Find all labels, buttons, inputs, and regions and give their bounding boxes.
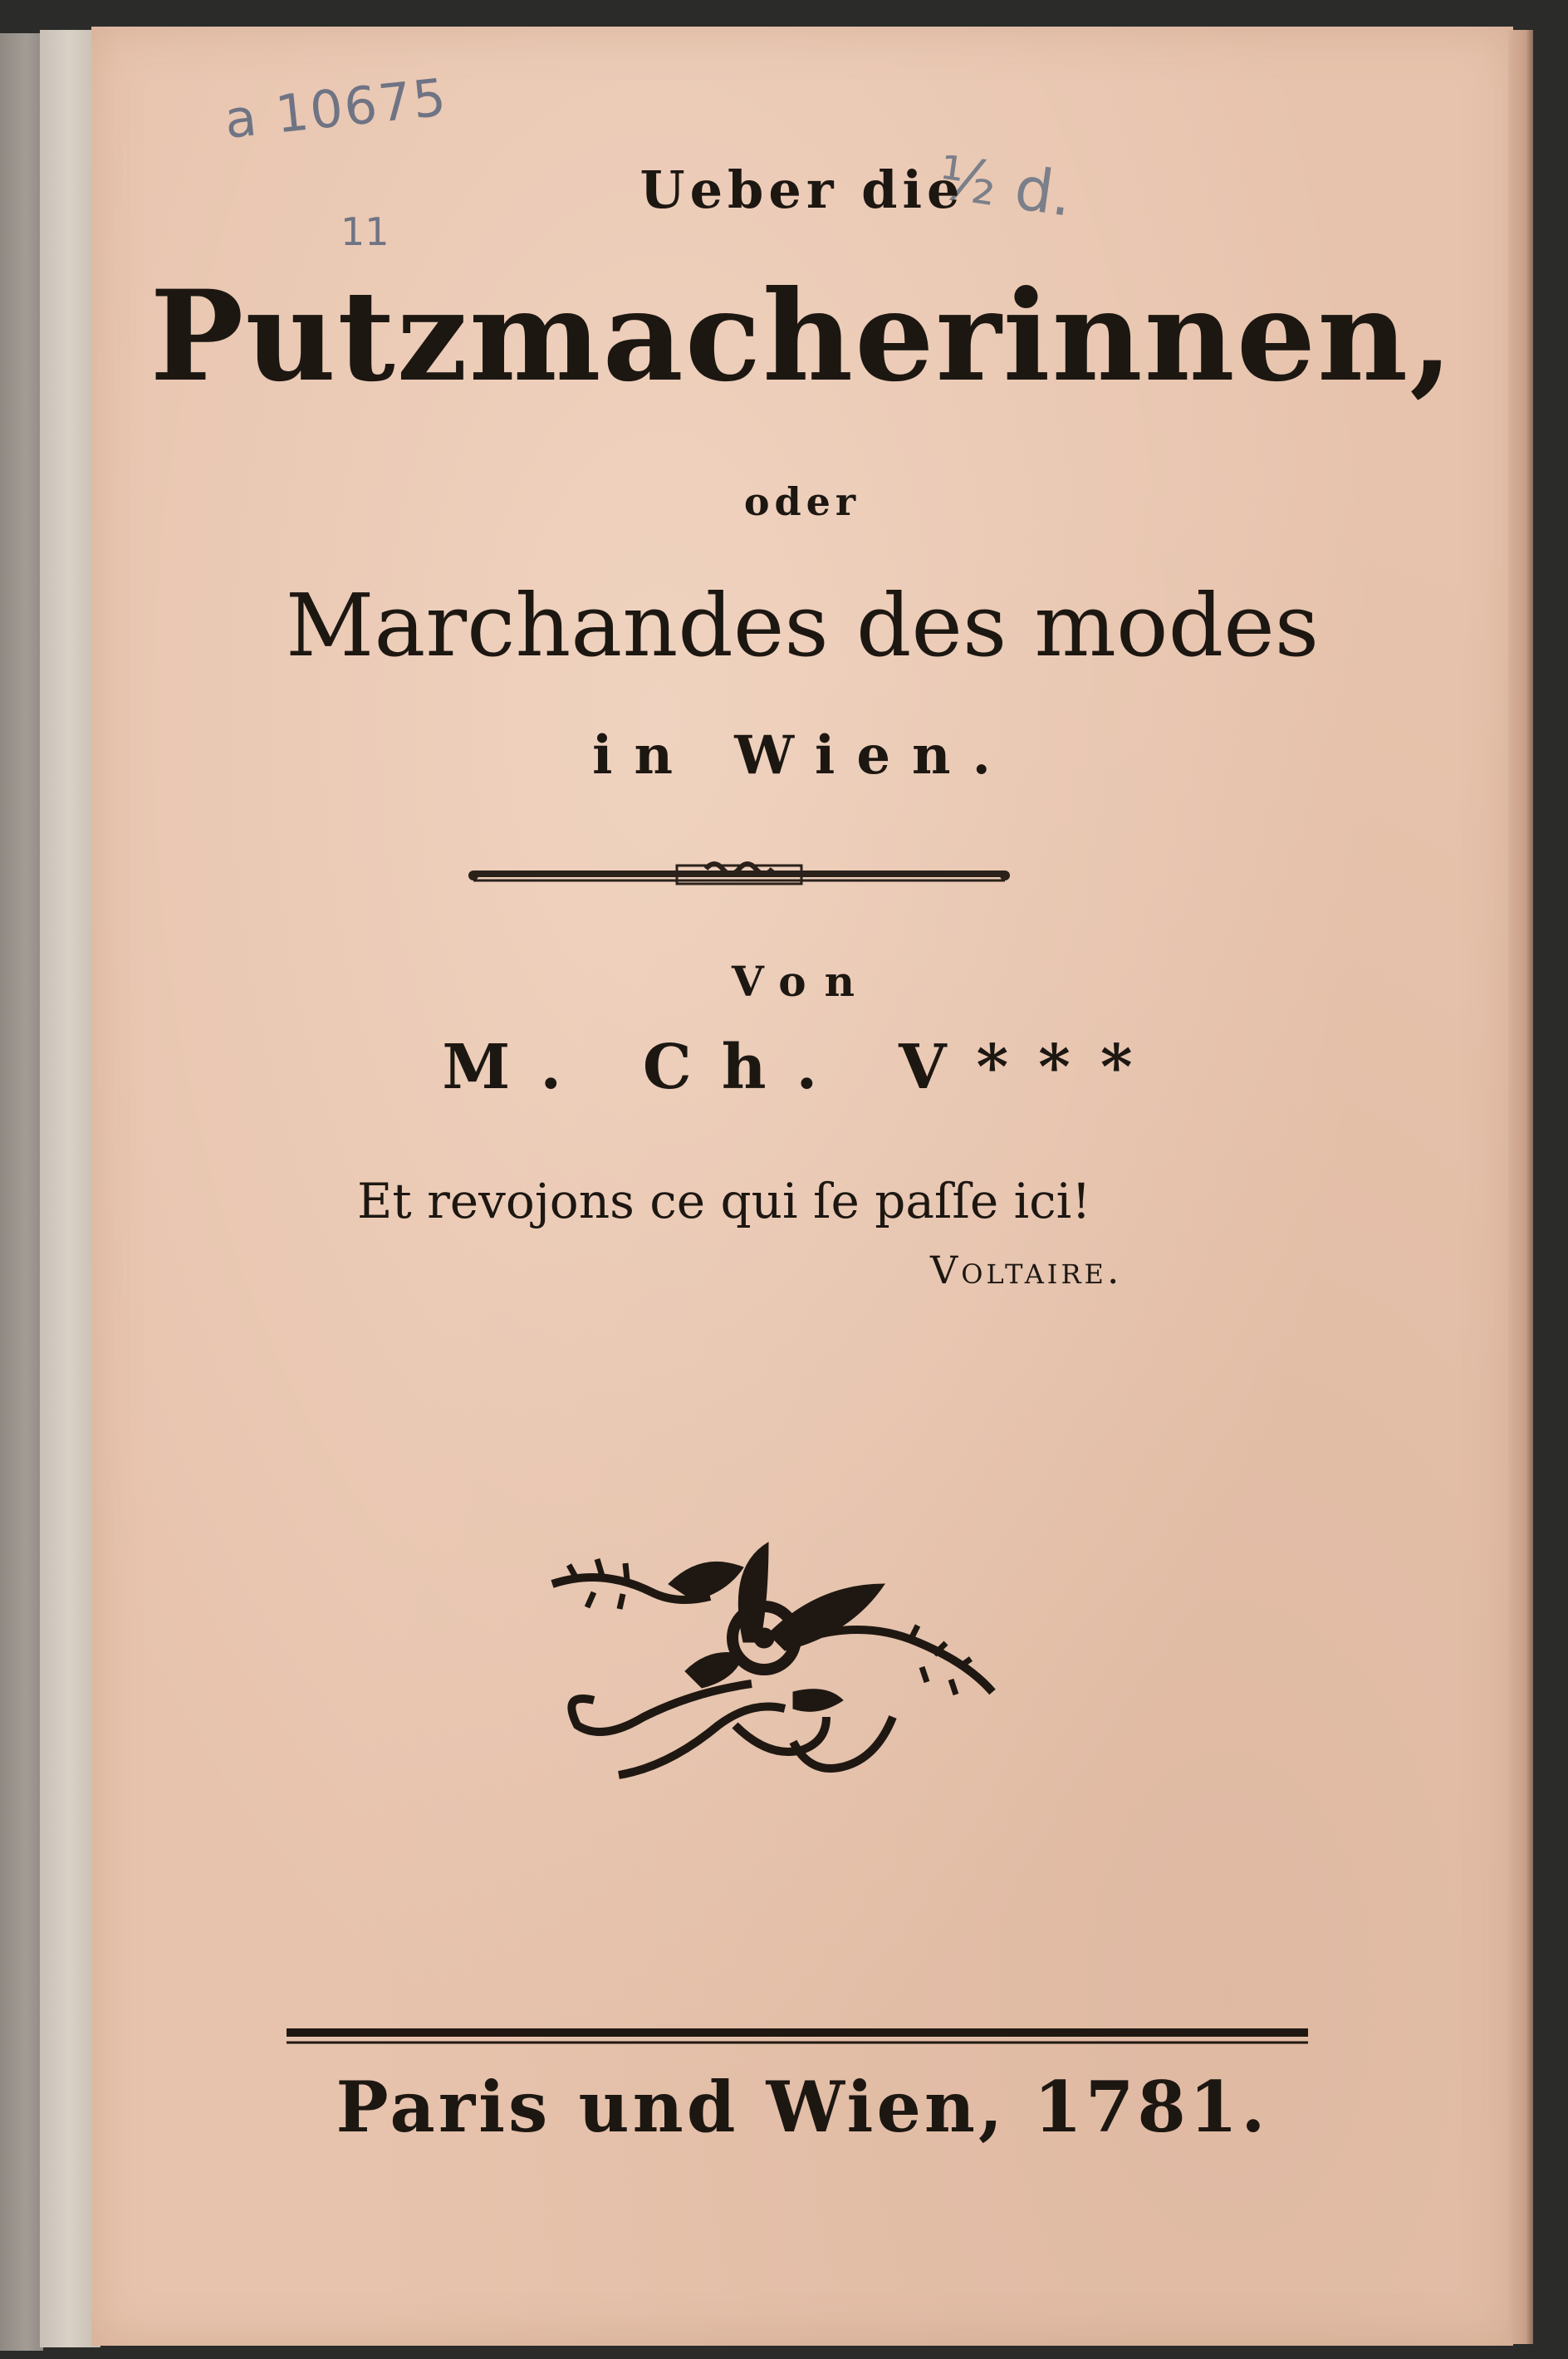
title-line-oder: oder: [743, 479, 861, 524]
epigraph-attribution: Voltaire.: [930, 1248, 1123, 1292]
title-line-place: in Wien.: [592, 724, 1012, 787]
book-spine: [0, 33, 43, 2351]
shelfmark-sub-annotation: 11: [341, 209, 390, 254]
bottom-rule: [287, 2024, 1308, 2049]
byline-von: Von: [732, 957, 873, 1006]
subtitle: Marchandes des modes: [285, 575, 1320, 676]
epigraph: Et revojons ce qui ſe paſſe ici!: [357, 1173, 1091, 1229]
shelfmark-annotation: a 10675: [221, 66, 451, 150]
main-title: Putzmacherinnen,: [149, 263, 1455, 410]
author-name: M. Ch. V***: [442, 1032, 1163, 1103]
floral-vignette: [544, 1534, 1009, 1808]
page-fore-edge: [1508, 30, 1533, 2344]
ornamental-rule: [465, 857, 1013, 890]
title-page: [91, 27, 1513, 2346]
pencil-note-annotation: ½ d.: [933, 142, 1077, 230]
title-line-ueber: Ueber die: [639, 159, 965, 220]
imprint: Paris und Wien, 1781.: [336, 2066, 1269, 2148]
